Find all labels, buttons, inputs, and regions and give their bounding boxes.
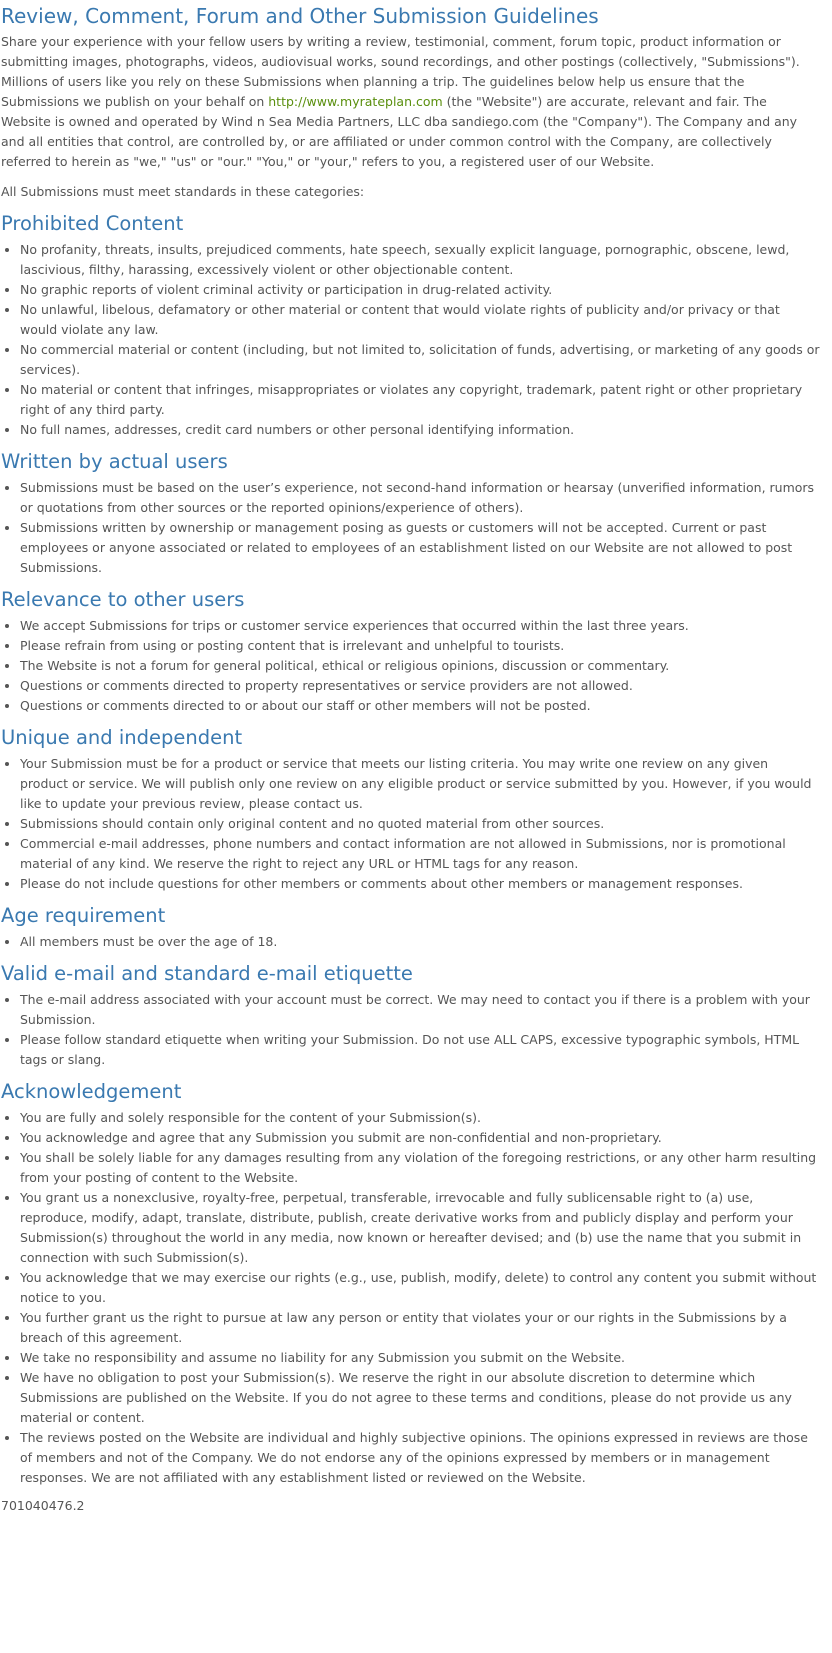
list-item: • We accept Submissions for trips or customer service experiences that occurred within the last three years. <box>20 616 820 636</box>
list-item: • All members must be over the age of 18. <box>20 932 820 952</box>
list-item: • You grant us a nonexclusive, royalty-free, perpetual, transferable, irrevocable and fully sublicensable right to (a) use, reproduce, modify, adapt, translate, distribute, publish, create derivative works from and publicly display and perform your Submission(s) throughout the world in any media, now known or hereafter devised; and (b) use the name that you submit in connection with such Submission(s). <box>20 1188 820 1268</box>
list-item: • Questions or comments directed to property representatives or service providers are not allowed. <box>20 676 820 696</box>
section-list <box>1 754 820 894</box>
intro-paragraph <box>1 32 820 172</box>
page-title: Review, Comment, Forum and Other Submission Guidelines <box>1 4 599 28</box>
list-item: • Please refrain from using or posting content that is irrelevant and unhelpful to tourists. <box>20 636 820 656</box>
section-list <box>1 932 820 952</box>
section-list <box>1 990 820 1070</box>
section-list <box>1 478 820 578</box>
list-item: • No graphic reports of violent criminal activity or participation in drug-related activity. <box>20 280 820 300</box>
list-item: • No material or content that infringes, misappropriates or violates any copyright, trademark, patent right or other proprietary right of any third party. <box>20 380 820 420</box>
list-item: • We take no responsibility and assume no liability for any Submission you submit on the Website. <box>20 1348 820 1368</box>
section-heading: Age requirement <box>1 904 166 927</box>
section-list <box>1 1108 820 1488</box>
list-item: • No profanity, threats, insults, prejudiced comments, hate speech, sexually explicit language, pornographic, obscene, lewd, lascivious, filthy, harassing, excessively violent or other objectionable content. <box>20 240 820 280</box>
list-item: • No unlawful, libelous, defamatory or other material or content that would violate rights of publicity and/or privacy or that would violate any law. <box>20 300 820 340</box>
list-item: • You acknowledge and agree that any Submission you submit are non-confidential and non-proprietary. <box>20 1128 820 1148</box>
list-item: • You are fully and solely responsible for the content of your Submission(s). <box>20 1108 820 1128</box>
list-item: • You acknowledge that we may exercise our rights (e.g., use, publish, modify, delete) to control any content you submit without notice to you. <box>20 1268 820 1308</box>
section-list <box>1 240 820 440</box>
website-link[interactable]: http://www.myrateplan.com <box>268 94 443 109</box>
list-item: • You shall be solely liable for any damages resulting from any violation of the foregoing restrictions, or any other harm resulting from your posting of content to the Website. <box>20 1148 820 1188</box>
list-item: • No full names, addresses, credit card numbers or other personal identifying information. <box>20 420 820 440</box>
version-number: 701040476.2 <box>1 1498 85 1513</box>
list-item: • We have no obligation to post your Submission(s). We reserve the right in our absolute discretion to determine which Submissions are published on the Website. If you do not agree to these terms and conditions, please do not provide us any material or content. <box>20 1368 820 1428</box>
intro-text-part1: Share your experience with your fellow users by writing a review, testimonial, comment, forum topic, product information or submitting images, photographs, videos, audiovisual works, sound recordings, and other postings (collectively, "Submissions"). Millions of users like you rely on these Submissions when planning a trip. The guidelines below help us ensure that the Submissions we publish on your behalf on <box>1 34 800 109</box>
list-item: • The Website is not a forum for general political, ethical or religious opinions, discussion or commentary. <box>20 656 820 676</box>
list-item: • Questions or comments directed to or about our staff or other members will not be posted. <box>20 696 820 716</box>
section-list <box>1 616 820 716</box>
guideline-sections <box>1 212 820 1488</box>
list-item: • Submissions should contain only original content and no quoted material from other sources. <box>20 814 820 834</box>
section-heading: Prohibited Content <box>1 212 184 235</box>
section-heading: Relevance to other users <box>1 588 245 611</box>
list-item: • Please follow standard etiquette when writing your Submission. Do not use ALL CAPS, excessive typographic symbols, HTML tags or slang. <box>20 1030 820 1070</box>
intro-text-part2: (the "Website") are accurate, relevant and fair. The Website is owned and operated by Wind n Sea Media Partners, LLC dba sandiego.com (the "Company"). The Company and any and all entities that control, are controlled by, or are affiliated or under common control with the Company, are collectively referred to herein as "we," "us" or "our." "You," or "your," refers to you, a registered user of our Website. <box>1 94 798 169</box>
list-item: • Submissions must be based on the user’s experience, not second-hand information or hearsay (unverified information, rumors or quotations from other sources or the reported opinions/experience of others). <box>20 478 820 518</box>
list-item: • Please do not include questions for other members or comments about other members or management responses. <box>20 874 820 894</box>
list-item: • You further grant us the right to pursue at law any person or entity that violates your or our rights in the Submissions by a breach of this agreement. <box>20 1308 820 1348</box>
list-item: • Your Submission must be for a product or service that meets our listing criteria. You may write one review on any given product or service. We will publish only one review on any eligible product or service submitted by you. However, if you would like to update your previous review, please contact us. <box>20 754 820 814</box>
list-item: • Commercial e-mail addresses, phone numbers and contact information are not allowed in Submissions, nor is promotional material of any kind. We reserve the right to reject any URL or HTML tags for any reason. <box>20 834 820 874</box>
section-heading: Valid e-mail and standard e-mail etiquette <box>1 962 413 985</box>
section-heading: Acknowledgement <box>1 1080 182 1103</box>
list-item: • Submissions written by ownership or management posing as guests or customers will not be accepted. Current or past employees or anyone associated or related to employees of an establishment listed on our Website are not allowed to post Submissions. <box>20 518 820 578</box>
standards-line: All Submissions must meet standards in these categories: <box>1 184 365 199</box>
section-heading: Written by actual users <box>1 450 228 473</box>
list-item: • No commercial material or content (including, but not limited to, solicitation of funds, advertising, or marketing of any goods or services). <box>20 340 820 380</box>
list-item: • The e-mail address associated with your account must be correct. We may need to contact you if there is a problem with your Submission. <box>20 990 820 1030</box>
section-heading: Unique and independent <box>1 726 243 749</box>
list-item: • The reviews posted on the Website are individual and highly subjective opinions. The opinions expressed in reviews are those of members and not of the Company. We do not endorse any of the opinions expressed by members or in management responses. We are not affiliated with any establishment listed or reviewed on the Website. <box>20 1428 820 1488</box>
